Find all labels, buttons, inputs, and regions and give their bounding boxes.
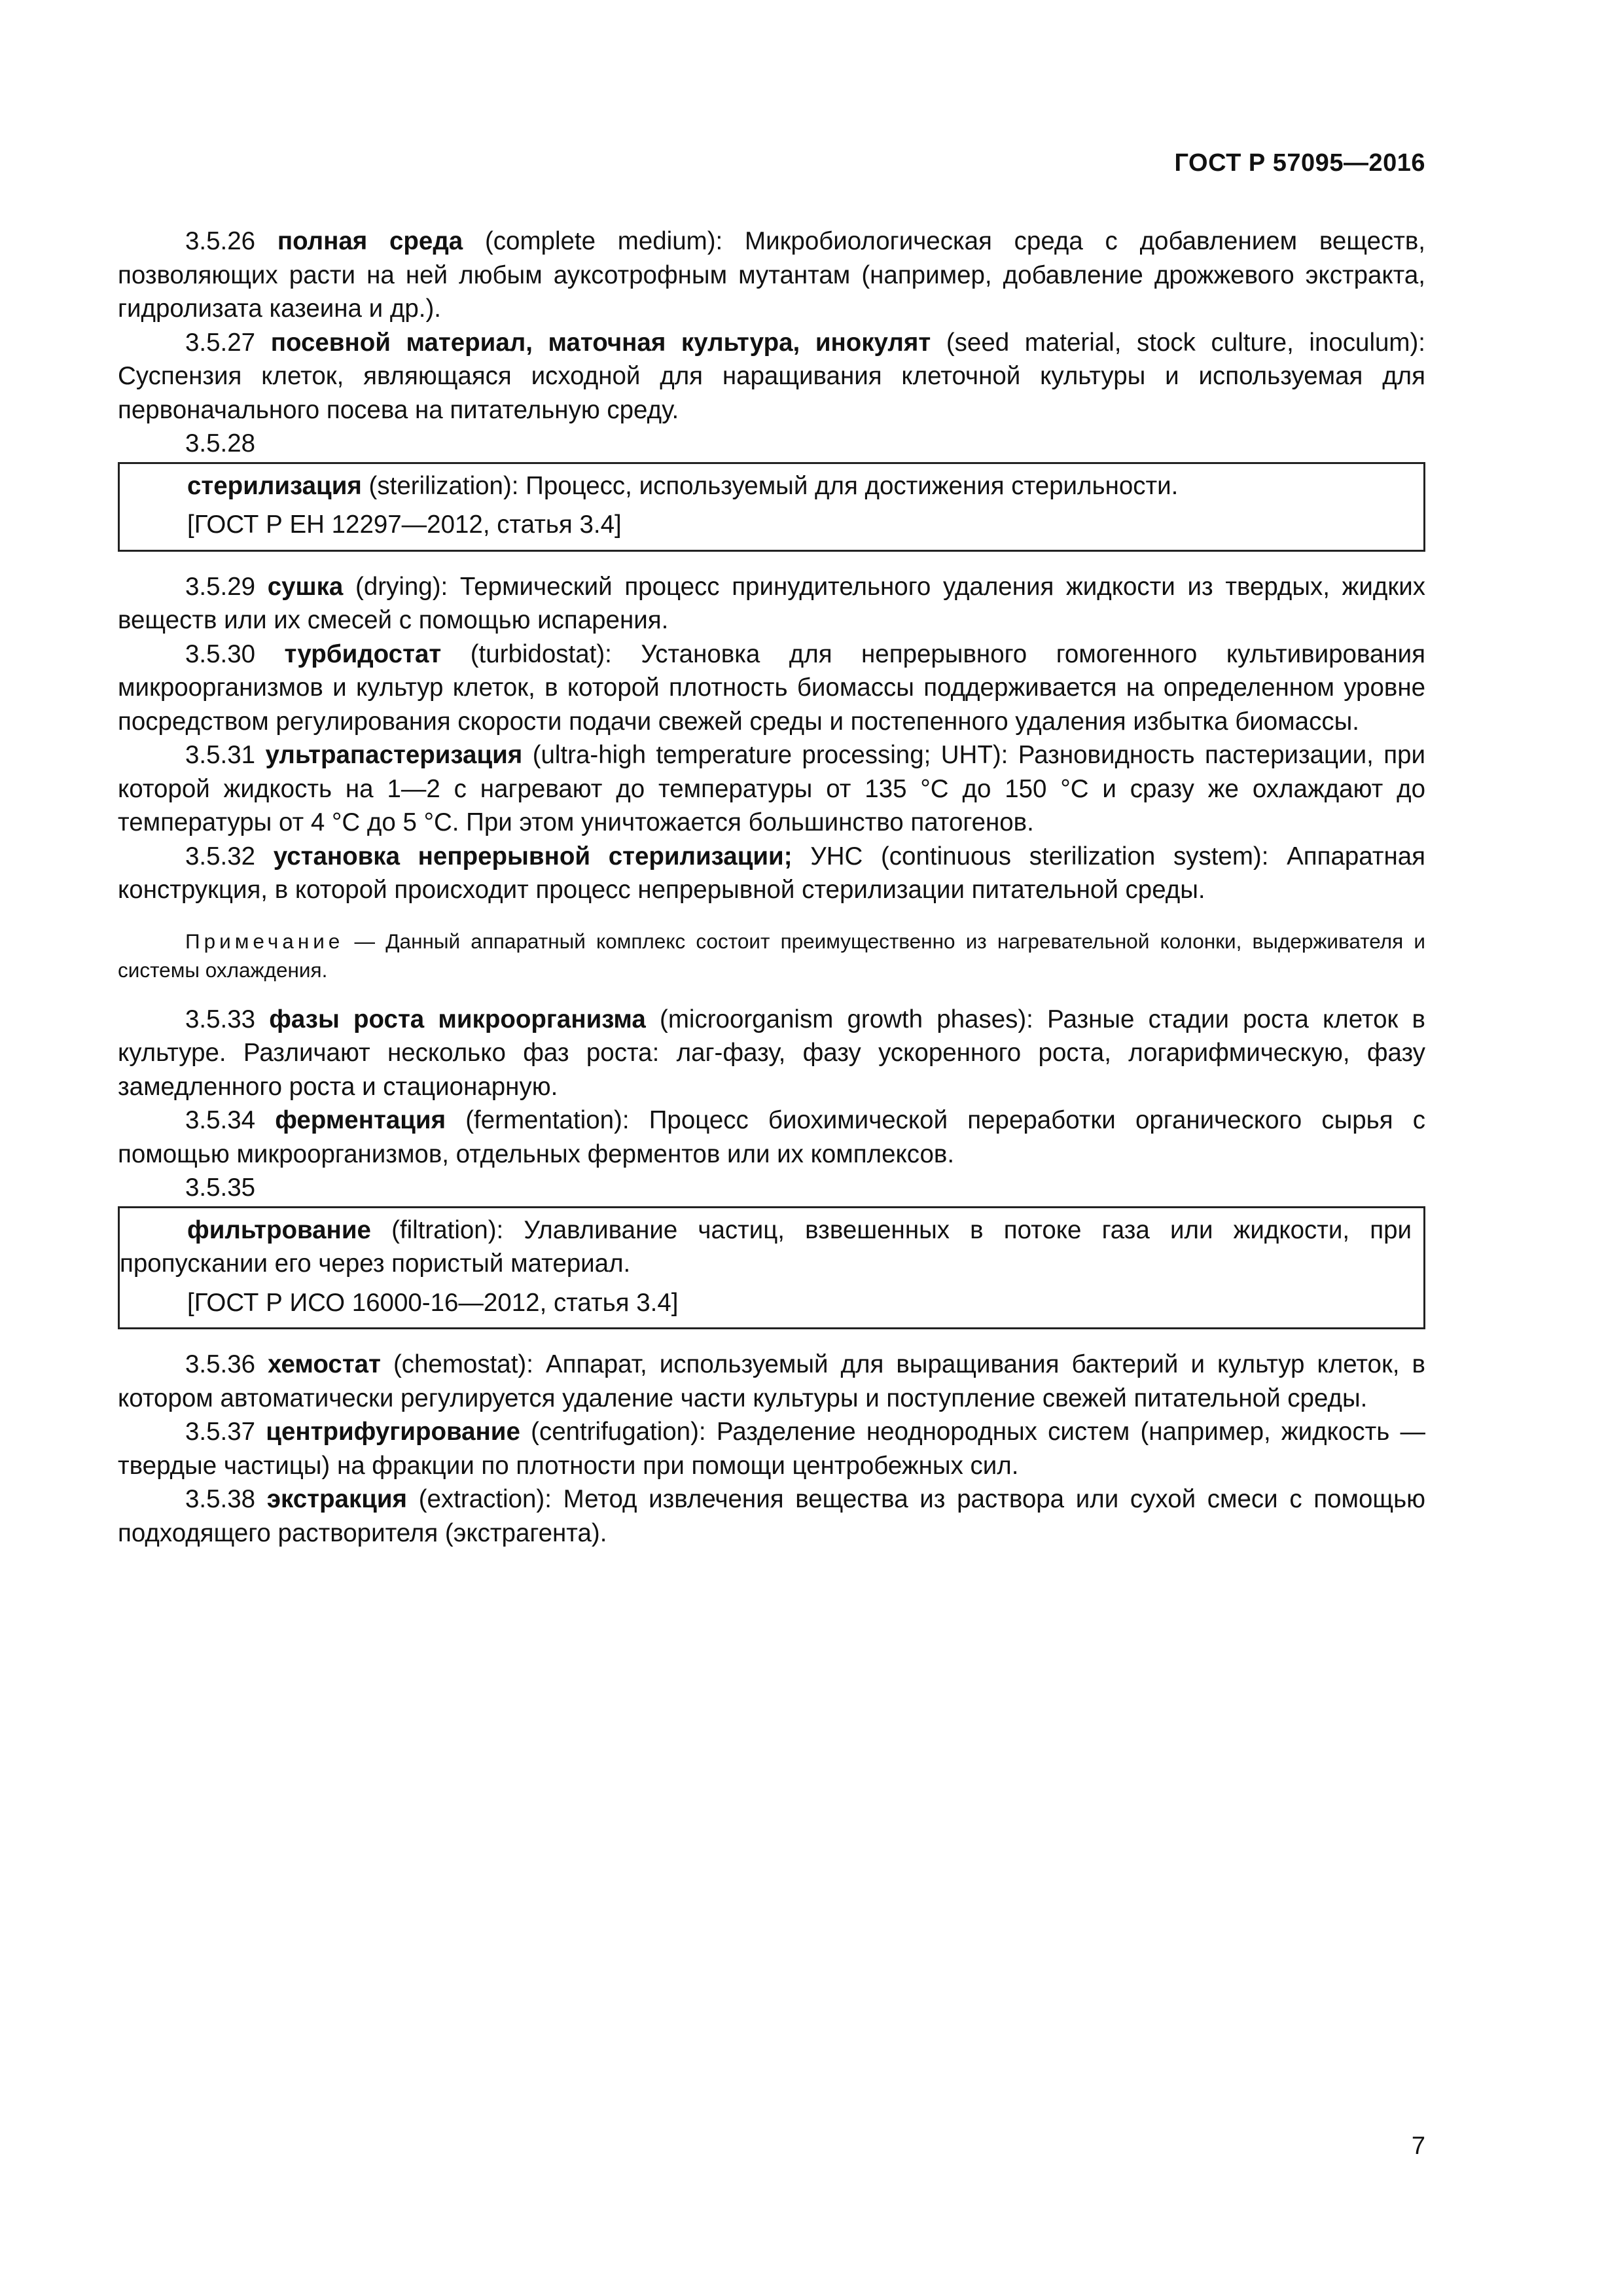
term-entry-3-5-32 bbox=[118, 840, 1425, 907]
entry-definition: (ultra-high temperature processing; UHT): Разновидность пастеризации, при которой жидкость на 1—2 с нагревают до температуры от 135 °С до 150 °С и сразу же охлаждают до температуры от 4 °С до 5 °С. При этом уничтожается большинство патогенов. bbox=[118, 741, 1425, 836]
term-entry-3-5-29 bbox=[118, 570, 1425, 637]
boxed-definition-3-5-28 bbox=[118, 462, 1425, 552]
entry-number: 3.5.37 bbox=[185, 1418, 256, 1446]
document-body bbox=[118, 224, 1425, 1550]
entry-term: экстракция bbox=[266, 1485, 408, 1513]
note-label: Примечание bbox=[185, 929, 344, 953]
term-entry-3-5-36 bbox=[118, 1348, 1425, 1415]
entry-definition: (microorganism growth phases): Разные стадии роста клеток в культуре. Различают несколько фаз роста: лаг-фазу, фазу ускоренного роста, логарифмическую, фазу замедленного роста и стационарную. bbox=[118, 1005, 1425, 1101]
entry-definition: (extraction): Метод извлечения вещества из раствора или сухой смеси с помощью подходящего растворителя (экстрагента). bbox=[118, 1485, 1425, 1547]
document-page bbox=[118, 0, 1425, 2296]
term-entry-3-5-35 bbox=[120, 1213, 1412, 1281]
entry-number: 3.5.34 bbox=[185, 1106, 256, 1134]
term-entry-3-5-27 bbox=[118, 326, 1425, 427]
entry-term: посевной материал, маточная культура, инокулят bbox=[270, 328, 931, 357]
entry-term: установка непрерывной стерилизации; bbox=[273, 842, 793, 870]
term-entry-3-5-34 bbox=[118, 1103, 1425, 1171]
entry-number: 3.5.38 bbox=[185, 1485, 256, 1513]
term-entry-3-5-28 bbox=[120, 469, 1412, 503]
note-text: — Данный аппаратный комплекс состоит преимущественно из нагревательной колонки, выдерживателя и системы охлаждения. bbox=[118, 929, 1425, 982]
entry-term: ферментация bbox=[275, 1106, 446, 1134]
entry-definition: (sterilization): Процесс, используемый для достижения стерильности. bbox=[368, 471, 1179, 500]
entry-term: турбидостат bbox=[284, 639, 442, 668]
entry-number: 3.5.32 bbox=[185, 842, 256, 870]
document-header: ГОСТ Р 57095—2016 bbox=[1174, 149, 1425, 177]
entry-number: 3.5.36 bbox=[185, 1350, 256, 1378]
entry-number: 3.5.27 bbox=[185, 328, 256, 357]
source-reference: [ГОСТ Р ИСО 16000-16—2012, статья 3.4] bbox=[187, 1288, 679, 1317]
term-entry-3-5-31 bbox=[118, 738, 1425, 840]
note bbox=[118, 927, 1425, 984]
entry-definition: (complete medium): Микробиологическая среда с добавлением веществ, позволяющих расти на ней любым ауксотрофным мутантам (например, добавление дрожжевого экстракта, гидролизата казеина и др.). bbox=[118, 227, 1426, 323]
entry-term: полная среда bbox=[277, 227, 463, 255]
entry-number-3-5-28: 3.5.28 bbox=[185, 429, 256, 457]
entry-number: 3.5.33 bbox=[185, 1005, 256, 1033]
entry-term: фильтрование bbox=[187, 1215, 371, 1244]
term-entry-3-5-33 bbox=[118, 1003, 1425, 1104]
entry-definition: (fermentation): Процесс биохимической переработки органического сырья с помощью микроорганизмов, отдельных ферментов или их комплексов. bbox=[118, 1106, 1425, 1168]
entry-definition: (seed material, stock culture, inoculum): Суспензия клеток, являющаяся исходной для наращивания клеточной культуры и используемая для первоначального посева на питательную среду. bbox=[118, 328, 1426, 424]
entry-term: хемостат bbox=[268, 1350, 381, 1378]
entry-term: сушка bbox=[267, 572, 344, 601]
entry-definition: (centrifugation): Разделение неоднородных систем (например, жидкость — твердые частицы) на фракции по плотности при помощи центробежных сил. bbox=[118, 1418, 1426, 1480]
entry-definition: УНС (continuous sterilization system): Аппаратная конструкция, в которой происходит процесс непрерывной стерилизации питательной среды. bbox=[118, 842, 1426, 904]
boxed-definition-3-5-35 bbox=[118, 1206, 1425, 1330]
term-entry-3-5-30 bbox=[118, 637, 1425, 739]
term-entry-3-5-26 bbox=[118, 224, 1425, 326]
entry-number: 3.5.30 bbox=[185, 639, 256, 668]
entry-number-3-5-35: 3.5.35 bbox=[185, 1174, 256, 1202]
entry-number: 3.5.31 bbox=[185, 741, 256, 769]
entry-term: фазы роста микроорганизма bbox=[269, 1005, 646, 1033]
entry-definition: (filtration): Улавливание частиц, взвешенных в потоке газа или жидкости, при пропускании его через пористый материал. bbox=[120, 1215, 1412, 1278]
entry-definition: (drying): Термический процесс принудительного удаления жидкости из твердых, жидких веществ или их смесей с помощью испарения. bbox=[118, 572, 1425, 634]
term-entry-3-5-37 bbox=[118, 1415, 1425, 1482]
entry-definition: (turbidostat): Установка для непрерывного гомогенного культивирования микроорганизмов и культур клеток, в которой плотность биомассы поддерживается на определенном уровне посредством регулирования скорости подачи свежей среды и постепенного удаления избытка биомассы. bbox=[118, 639, 1425, 736]
source-reference: [ГОСТ Р ЕН 12297—2012, статья 3.4] bbox=[187, 511, 622, 539]
entry-term: ультрапастеризация bbox=[265, 741, 523, 769]
term-entry-3-5-38 bbox=[118, 1482, 1425, 1550]
entry-number: 3.5.26 bbox=[185, 227, 256, 255]
page-number: 7 bbox=[1411, 2132, 1425, 2160]
entry-definition: (chemostat): Аппарат, используемый для выращивания бактерий и культур клеток, в котором автоматически регулируется удаление части культуры и поступление свежей питательной среды. bbox=[118, 1350, 1425, 1412]
entry-number: 3.5.29 bbox=[185, 572, 256, 601]
entry-term: стерилизация bbox=[187, 471, 362, 500]
entry-term: центрифугирование bbox=[266, 1418, 520, 1446]
